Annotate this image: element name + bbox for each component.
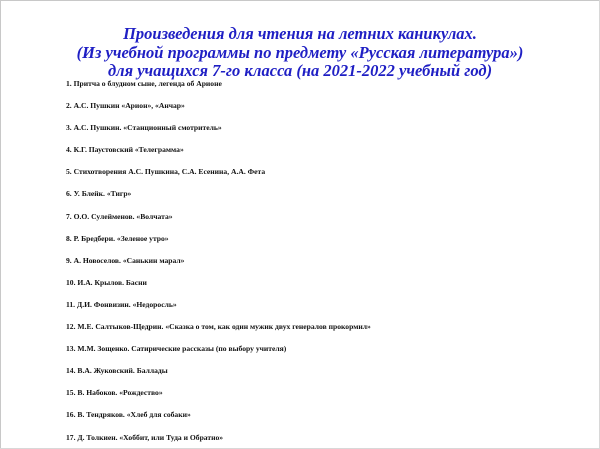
list-item: 14. В.А. Жуковский. Баллады (66, 366, 168, 376)
reading-list (66, 79, 586, 449)
list-item: 3. А.С. Пушкин. «Станционный смотритель» (66, 123, 222, 133)
list-item: 17. Д. Толкиен. «Хоббит, или Туда и Обратно» (66, 432, 224, 442)
heading-line-3: для учащихся 7-го класса (на 2021-2022 учебный год) (107, 61, 493, 80)
list-item: 9. А. Новоселов. «Санькин марал» (66, 255, 185, 265)
list-item: 11. Д.И. Фонвизин. «Недоросль» (66, 299, 177, 309)
list-item: 7. О.О. Сулейменов. «Волчата» (66, 211, 173, 221)
list-item: 4. К.Г. Паустовский «Телеграмма» (66, 145, 184, 155)
heading-line-2: (Из учебной программы по предмету «Русская литература») (76, 42, 524, 62)
list-item: 1. Притча о блудном сыне, легенда об Арионе (66, 79, 222, 88)
list-item: 16. В. Тендряков. «Хлеб для собаки» (66, 410, 191, 420)
list-item: 15. В. Набоков. «Рождество» (66, 388, 163, 398)
heading-line-1: Произведения для чтения на летних каникулах. (123, 24, 477, 43)
list-item: 10. И.А. Крылов. Басни (66, 277, 147, 287)
list-item: 2. А.С. Пушкин «Арион», «Анчар» (66, 101, 185, 111)
list-item: 13. М.М. Зощенко. Сатирические рассказы (по выбору учителя) (66, 344, 287, 354)
list-item: 12. М.Е. Салтыков-Щедрин. «Сказка о том, как один мужик двух генералов прокормил» (66, 322, 371, 332)
document-heading (0, 25, 600, 81)
page-border-top (0, 0, 600, 1)
list-item: 8. Р. Бредбери. «Зеленое утро» (66, 233, 169, 243)
list-item: 6. У. Блейк. «Тигр» (66, 189, 132, 199)
list-item: 5. Стихотворения А.С. Пушкина, С.А. Есенина, А.А. Фета (66, 167, 266, 177)
